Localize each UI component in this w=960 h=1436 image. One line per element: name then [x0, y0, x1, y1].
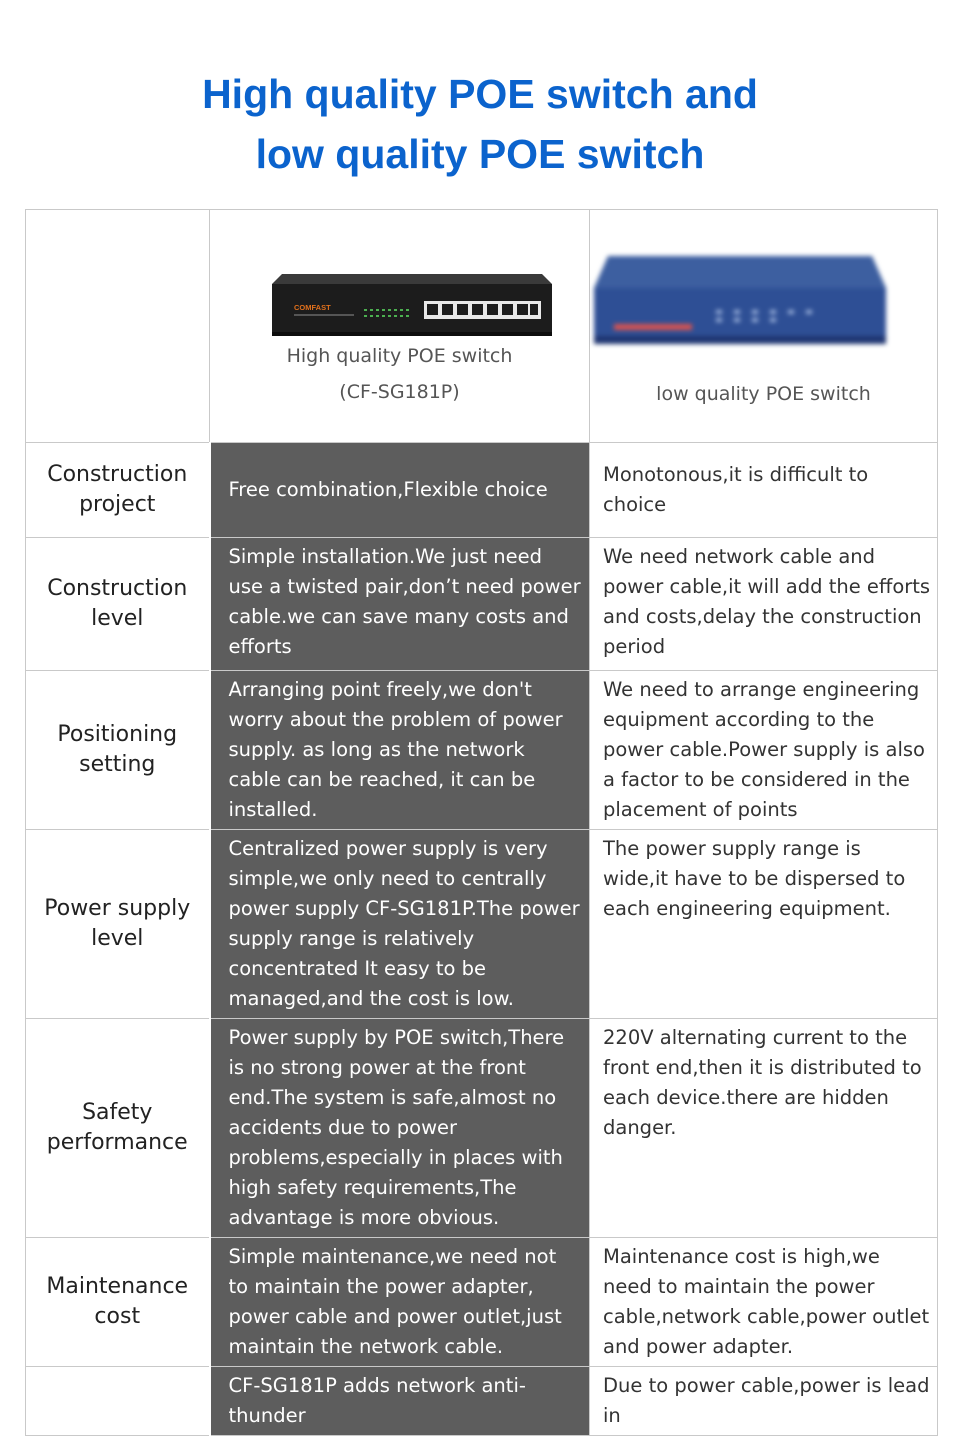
- good-cell: Arranging point freely,we don't worry about the problem of power supply. as long as the network cable can be reached, it can be installed.: [210, 671, 590, 830]
- good-cell: Simple installation.We just need use a twisted pair,don’t need power cable.we can save many costs and efforts: [210, 538, 590, 671]
- comparison-table: [25, 209, 938, 1436]
- comparison-row: [26, 1019, 938, 1238]
- comparison-row: [26, 671, 938, 830]
- bad-cell: Maintenance cost is high,we need to maintain the power cable,network cable,power outlet and power adapter.: [590, 1238, 938, 1367]
- row-label: Construction project: [26, 443, 210, 538]
- bad-product-caption: low quality POE switch: [656, 383, 871, 405]
- good-product-caption: [210, 338, 589, 410]
- good-cell: Simple maintenance,we need not to maintain the power adapter, power cable and power outlet,just maintain the network cable.: [210, 1238, 590, 1367]
- comparison-row: [26, 1367, 938, 1436]
- good-product-name: High quality POE switch: [286, 345, 513, 367]
- good-cell: Power supply by POE switch,There is no strong power at the front end.The system is safe,almost no accidents due to power problems,especially in places with high safety requirements,The advantage is more obvious.: [210, 1019, 590, 1238]
- comparison-row: [26, 443, 938, 538]
- row-label: [26, 1367, 210, 1436]
- bad-cell: 220V alternating current to the front end,then it is distributed to each device.there are hidden danger.: [590, 1019, 938, 1238]
- row-label: Power supply level: [26, 830, 210, 1019]
- title-line-1: High quality POE switch and: [202, 71, 758, 117]
- header-empty-cell: [26, 210, 210, 443]
- bad-cell: Due to power cable,power is lead in: [590, 1367, 938, 1436]
- comparison-row: [26, 830, 938, 1019]
- good-cell: CF-SG181P adds network anti-thunder: [210, 1367, 590, 1436]
- row-label: Positioning setting: [26, 671, 210, 830]
- bad-product-cell: [590, 210, 938, 443]
- comparison-row: [26, 538, 938, 671]
- bad-cell: We need to arrange engineering equipment according to the power cable.Power supply is also a factor to be considered in the placement of points: [590, 671, 938, 830]
- network-switch-blue-icon: [594, 252, 886, 346]
- bad-cell: Monotonous,it is difficult to choice: [590, 443, 938, 538]
- good-cell: Free combination,Flexible choice: [210, 443, 590, 538]
- page-title: [0, 64, 960, 184]
- bad-cell: We need network cable and power cable,it will add the efforts and costs,delay the construction period: [590, 538, 938, 671]
- good-product-cell: [210, 210, 590, 443]
- title-line-2: low quality POE switch: [255, 131, 705, 177]
- bad-cell: The power supply range is wide,it have to be dispersed to each engineering equipment.: [590, 830, 938, 1019]
- network-switch-black-icon: [272, 274, 552, 336]
- good-cell: Centralized power supply is very simple,we only need to centrally power supply CF-SG181P.The power supply range is relatively concentrated It easy to be managed,and the cost is low.: [210, 830, 590, 1019]
- good-product-model: (CF-SG181P): [339, 381, 460, 403]
- row-label: Safety performance: [26, 1019, 210, 1238]
- row-label: Maintenance cost: [26, 1238, 210, 1367]
- comparison-row: [26, 1238, 938, 1367]
- row-label: Construction level: [26, 538, 210, 671]
- brand-logo: COMFAST: [294, 303, 331, 312]
- product-header-row: [26, 210, 938, 443]
